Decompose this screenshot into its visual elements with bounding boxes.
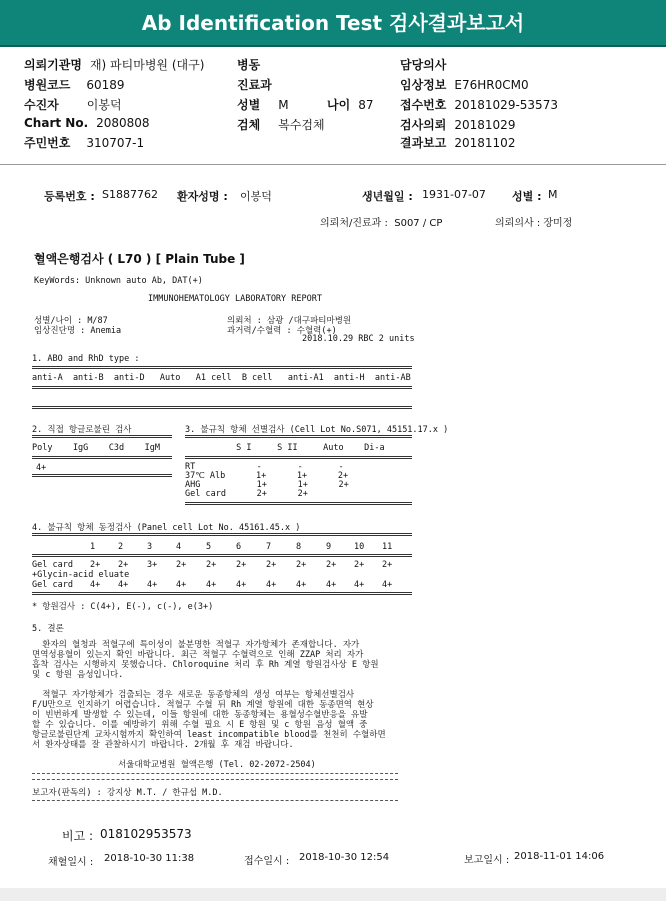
ward-row <box>237 56 268 73</box>
chart-value: 2080808 <box>96 116 150 130</box>
diagnosis: 임상진단명 : Anemia <box>34 326 122 336</box>
lab-report-title: IMMUNOHEMATOLOGY LABORATORY REPORT <box>148 294 322 304</box>
abo-rule-bottom <box>32 406 412 409</box>
hospital-row <box>24 56 204 73</box>
doctor-label: 담당의사 <box>400 58 447 72</box>
conclusion-line: 할 수 있습니다. 이를 예방하기 위해 수혈 필요 시 E 항원 및 c 항원 음성 혈액 중 <box>32 720 368 730</box>
receive-label: 접수일시 : <box>244 856 290 867</box>
collector-label: 수진자 <box>24 98 59 112</box>
dob-label: 생년월일 : <box>362 190 413 203</box>
panel-cell-number: 11 <box>382 542 393 552</box>
panel-cell-number: 6 <box>236 542 242 552</box>
panel-rule-top <box>32 533 412 536</box>
gel2-card-value: 4+ <box>176 580 187 590</box>
report-title: Ab Identification Test 검사결과보고서 <box>0 0 666 47</box>
gel2-card-value: 4+ <box>236 580 247 590</box>
conclusion-line: 및 c 항원 음성입니다. <box>32 670 124 680</box>
direct-rule-mid <box>32 456 172 459</box>
screen-rule-top <box>185 435 412 438</box>
hospital-label: 의뢰기관명 <box>24 58 82 72</box>
collector-row <box>24 96 122 113</box>
ref-doctor: 의뢰의사 : 장미정 <box>495 218 573 229</box>
conclusion-line: 면역성용혈이 있는지 확인 바랍니다. 최근 적혈구 수혈력으로 인해 ZZAP 처리 자가 <box>32 650 364 660</box>
doc-sex-label: 성별 : <box>512 190 542 203</box>
gel-card-value: 2+ <box>118 560 129 570</box>
abo-rule-mid <box>32 386 412 389</box>
panel-cell-number: 4 <box>176 542 182 552</box>
test-title: 혈액은행검사 ( L70 ) [ Plain Tube ] <box>34 252 245 266</box>
gel2-card-value: 4+ <box>147 580 158 590</box>
reg-label: 등록번호 : <box>44 190 95 203</box>
chart-label: Chart No. <box>24 116 89 130</box>
remark-label: 비고 : <box>62 829 94 843</box>
referral: 의뢰처/진료과 : S007 / CP <box>320 218 443 229</box>
gel2-card-value: 4+ <box>326 580 337 590</box>
gel-card-value: 2+ <box>206 560 217 570</box>
gel2-card-value: 4+ <box>266 580 277 590</box>
rep-label: 보고일시 : <box>464 855 510 866</box>
receive-value: 2018-10-30 12:54 <box>299 852 390 863</box>
age-value: 87 <box>358 98 374 112</box>
gel-card-value: 2+ <box>176 560 187 570</box>
direct-value: 4+ <box>36 463 47 473</box>
report-date-row <box>400 134 515 151</box>
request-label: 검사의뢰 <box>400 118 447 132</box>
antigen-test: * 항원검사 : C(4+), E(-), c(-), e(3+) <box>32 602 214 612</box>
doc-sex-value: M <box>548 188 558 201</box>
conclusion-line: 적혈구 자가항체가 검출되는 경우 새로운 동종항체의 생성 여부는 항체선별검사 <box>32 690 355 700</box>
direct-columns: Poly IgG C3d IgM <box>32 443 160 453</box>
doctor-row <box>400 56 454 73</box>
screen-rule-bottom <box>185 502 412 505</box>
keywords: KeyWords: Unknown auto Ab, DAT(+) <box>34 276 203 286</box>
specimen-row <box>237 116 325 133</box>
direct-title: 2. 직접 항글로불린 검사 <box>32 425 132 435</box>
patient-value: 이봉덕 <box>240 190 272 203</box>
gel-card-value: 2+ <box>354 560 365 570</box>
reg-value: S1887762 <box>102 188 158 201</box>
transfusion: 과거력/수혈력 : 수혈력(+) <box>227 326 337 336</box>
reporter-dash <box>32 800 398 801</box>
gel-card-value: 3+ <box>147 560 158 570</box>
panel-cell-number: 10 <box>354 542 365 552</box>
sex-value: M <box>278 98 289 112</box>
code-row <box>24 76 125 93</box>
specimen-value: 복수검체 <box>278 118 325 132</box>
screen-row: 37℃ Alb 1+ 1+ 2+ <box>185 471 349 481</box>
request-row <box>400 116 515 133</box>
lab-contact: 서울대학교병원 혈액은행 (Tel. 02-2072-2504) <box>118 760 316 770</box>
age-row <box>327 96 373 113</box>
gel2-card-value: 4+ <box>296 580 307 590</box>
panel-cell-number: 3 <box>147 542 153 552</box>
gel2-label: Gel card <box>32 580 73 590</box>
direct-rule-bottom <box>32 474 172 477</box>
panel-cell-number: 2 <box>118 542 124 552</box>
conclusion-line: 이 빈번하게 발생할 수 있는데, 이들 항원에 대한 동종항체는 용혈성수혈반응을 유발 <box>32 710 368 720</box>
age-label: 나이 <box>327 98 351 112</box>
collect-label: 채혈일시 : <box>48 857 94 868</box>
abo-title: 1. ABO and RhD type : <box>32 354 140 364</box>
collect-value: 2018-10-30 11:38 <box>104 853 195 864</box>
gel2-card-value: 4+ <box>206 580 217 590</box>
sex-age: 성별/나이 : M/87 <box>34 316 108 326</box>
lab-dash-1 <box>32 773 398 774</box>
collector-value: 이봉덕 <box>86 98 122 112</box>
conclusion-line: F/U만으로 인지하기 어렵습니다. 적혈구 수혈 뒤 Rh 계열 항원에 대한 동종면역 현상 <box>32 700 374 710</box>
clinical-value: E76HR0CM0 <box>454 78 529 92</box>
panel-cell-number: 8 <box>296 542 302 552</box>
gel2-card-value: 4+ <box>382 580 393 590</box>
header-divider <box>0 164 666 165</box>
abo-rule-top <box>32 366 412 369</box>
dept-row <box>237 76 280 93</box>
id-value: 310707-1 <box>86 136 145 150</box>
panel-cell-number: 7 <box>266 542 272 552</box>
receipt-value: 20181029-53573 <box>454 98 558 112</box>
scanned-report <box>20 170 650 890</box>
gel2-card-value: 4+ <box>118 580 129 590</box>
lab-dash-2 <box>32 779 398 780</box>
code-value: 60189 <box>86 78 125 92</box>
direct-rule-top <box>32 435 172 438</box>
gel-card-value: 2+ <box>266 560 277 570</box>
report-date-label: 결과보고 <box>400 136 447 150</box>
specimen-label: 검체 <box>237 118 261 132</box>
chart-row <box>24 116 150 130</box>
page-bottom-strip <box>0 888 666 901</box>
ward-label: 병동 <box>237 58 261 72</box>
id-row <box>24 134 144 151</box>
screen-row: RT - - - <box>185 462 344 472</box>
glycin-label: +Glycin-acid eluate <box>32 570 130 580</box>
screen-row: Gel card 2+ 2+ <box>185 489 308 499</box>
conclusion-title: 5. 결론 <box>32 624 64 634</box>
gel-card-value: 2+ <box>236 560 247 570</box>
screen-rule-mid <box>185 456 412 459</box>
dob-value: 1931-07-07 <box>422 188 486 201</box>
clinical-row <box>400 76 529 93</box>
panel-rule-mid <box>32 554 412 557</box>
conclusion-line: 항글로불린단계 교차시험까지 확인하여 least incompatible blood를 천천히 수혈하면 <box>32 730 386 740</box>
receipt-label: 접수번호 <box>400 98 447 112</box>
gel-card-value: 2+ <box>382 560 393 570</box>
report-date-value: 20181102 <box>454 136 516 150</box>
panel-cell-number: 5 <box>206 542 212 552</box>
gel2-card-value: 4+ <box>354 580 365 590</box>
gel-card-value: 2+ <box>296 560 307 570</box>
reporter: 보고자(판독의) : 강지상 M.T. / 한규섭 M.D. <box>32 788 223 798</box>
screen-row: AHG 1+ 1+ 2+ <box>185 480 349 490</box>
id-label: 주민번호 <box>24 136 71 150</box>
sex-row <box>237 96 289 113</box>
dept-label: 진료과 <box>237 78 272 92</box>
patient-label: 환자성명 : <box>177 190 228 203</box>
receipt-row <box>400 96 558 113</box>
gel-card-value: 2+ <box>90 560 101 570</box>
gel-label: Gel card <box>32 560 73 570</box>
panel-title: 4. 불규칙 항체 동정검사 (Panel cell Lot No. 45161.45.x ) <box>32 523 301 533</box>
request-value: 20181029 <box>454 118 516 132</box>
remark-value: 018102953573 <box>100 827 192 841</box>
screen-title: 3. 불규칙 항체 선별검사 (Cell Lot No.S071, 45151.17.x ) <box>185 425 449 435</box>
panel-cell-number: 1 <box>90 542 96 552</box>
conclusion-line: 흡착 검사는 시행하지 못했습니다. Chloroquine 처리 후 Rh 계열 항원검사상 E 항원 <box>32 660 379 670</box>
conclusion-line: 서 환자상태를 잘 관찰하시기 바랍니다. 2개월 후 재검 바랍니다. <box>32 740 294 750</box>
code-label: 병원코드 <box>24 78 71 92</box>
panel-rule-bottom <box>32 592 412 595</box>
gel-card-value: 2+ <box>326 560 337 570</box>
transfusion-detail: 2018.10.29 RBC 2 units <box>302 334 415 344</box>
rep-value: 2018-11-01 14:06 <box>514 851 605 862</box>
panel-cell-number: 9 <box>326 542 332 552</box>
conclusion-line: 환자의 혈청과 적혈구에 특이성이 불분명한 적혈구 자가항체가 존재합니다. 자가 <box>32 640 360 650</box>
referrer: 의뢰처 : 삼광 /대구파티마병원 <box>227 316 352 326</box>
gel2-card-value: 4+ <box>90 580 101 590</box>
sex-label: 성별 <box>237 98 261 112</box>
hospital-value: 재) 파티마병원 (대구) <box>89 58 205 72</box>
clinical-label: 임상정보 <box>400 78 447 92</box>
screen-columns: S I S II Auto Di-a <box>185 443 385 453</box>
abo-columns: anti-A anti-B anti-D Auto A1 cell B cell anti-A1 anti-H anti-AB <box>32 373 411 383</box>
